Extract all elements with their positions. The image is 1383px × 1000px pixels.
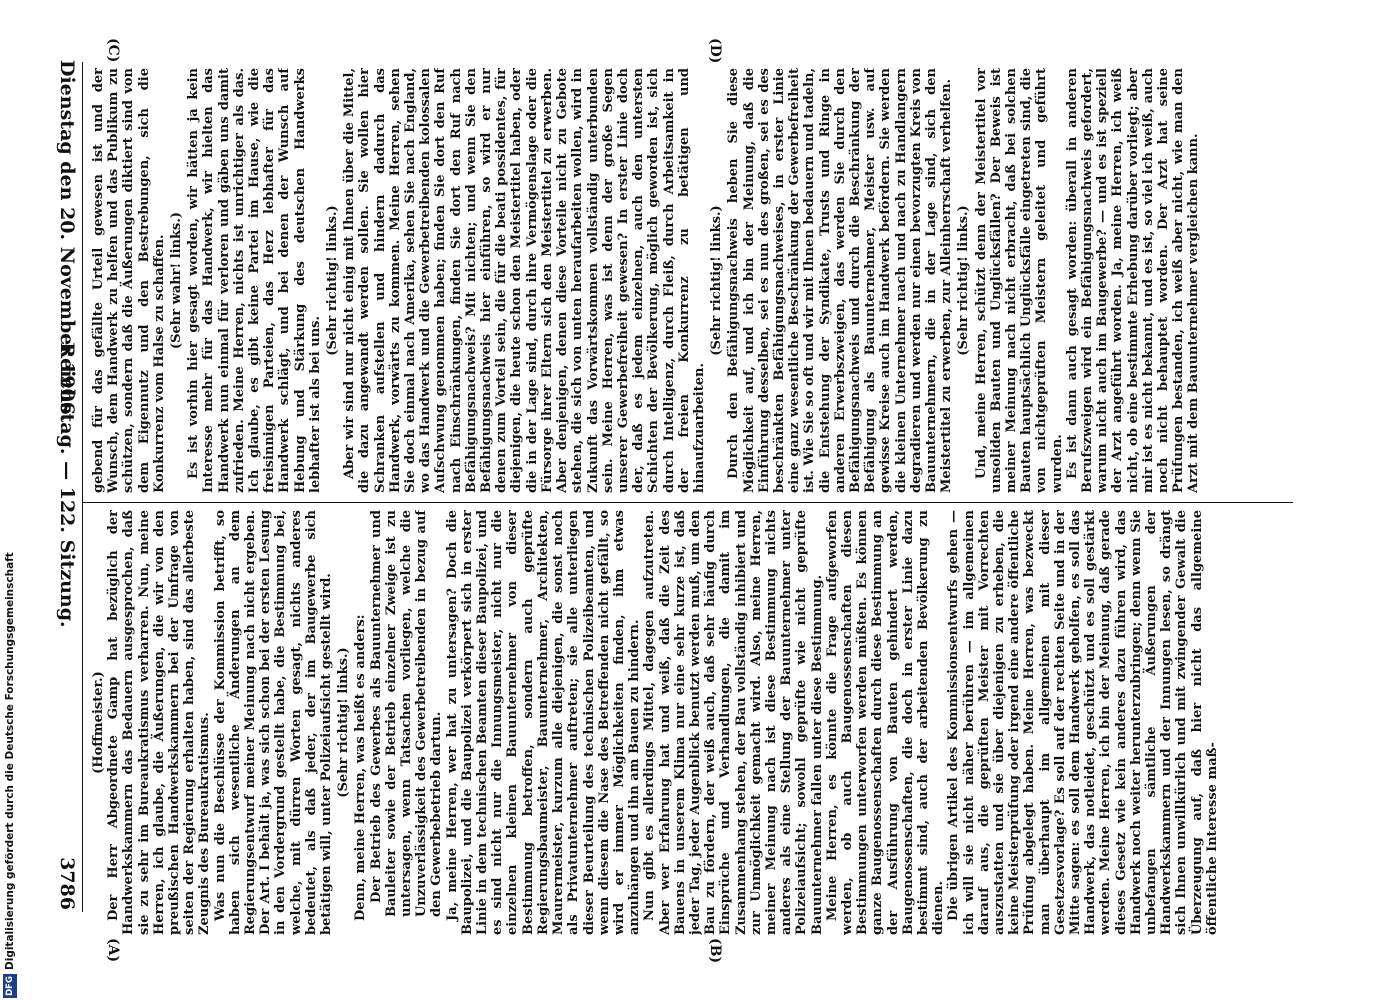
paragraph: Was nun die Beschlüsse der Kommission betrifft, so haben sich wesentliche Änderungen an dem Regierungsentwurf meiner Meinung nach nicht ergeben. Der Art. I behält ja, was sich schon bei der ersten Lesung in den Vordergrund gestellt habe, die Bestimmung bei, welche, mit dürren Worten gesagt, nichts anderes bedeutet, als daß jeder, der im Baugewerbe sich betätigen will, unter Polizeiaufsicht gestellt wird. [212,510,335,935]
paragraph: Der Herr Abgeordnete Gamp hat bezüglich der Handwerkskammern das Bedauern ausgesprochen, daß sie zu sehr im Bureaukratismus verharren. Nun, meine Herren, ich glaube, die Äußerungen, die wir von den preußischen Handwerkskammern bei der Umfrage von seiten der Regierung erhalten haben, sind das allerbeste Zeugnis des Bureaukratismus. [106,510,213,935]
paragraph: Denn, meine Herren, was heißt es anders: [353,614,369,921]
audience-reaction: (Sehr richtig! links.) [956,205,972,356]
quoted-passage: Der Betrieb des Gewerbes als Bauunternehmer und Bauleiter sowie der Betrieb einzelner Zweige ist zu untersagen, wenn Tatsachen vorliegen, welche die Unzuverlässigkeit des Gewerbetreibenden in bezug auf den Gewerbebetrieb dartun. [368,510,445,917]
audience-reaction: (Sehr richtig! links.) [325,205,341,356]
paragraph: gebend für das gefällte Urteil gewesen ist und der Wunsch, dem Handwerk zu helfen und das Publikum zu schützen, sondern daß die Äußerungen diktiert sind von dem Eigennutz und den Bestrebungen, sich die Konkurrenz vom Halse zu schaffen. [91,68,167,493]
audience-reaction: (Sehr richtig! links.) [336,647,352,798]
audience-reaction: (Sehr wahr! links.) [169,211,185,350]
paragraph: Es ist vorhin hier gesagt worden, wir hätten ja kein Interesse mehr für das Handwerk, wir hielten das Handwerk nun einmal für verloren und gäben uns damit zufrieden. Meine Herren, nichts ist unrichtiger als das. Ich glaube, es gibt keine Partei im Hause, wie die freisinnigen Parteien, das Herz lebhafter für das Handwerk schlägt, und bei denen der Wunsch auf Hebung und Stärkung des deutschen Handwerks lebhafter ist als bei uns. [186,68,323,493]
speaker-name: (Hoffmeister.) [91,671,106,774]
paragraph: Und, meine Herren, schützt denn der Meistertitel vor unsoliden Bauten und Unglücksfällen? Der Beweis ist meiner Meinung nach nicht erbracht, daß bei solchen Bauten hauptsächlich Unglücksfälle eingetreten sind, die von nichtgeprüften Meistern geleitet und geführt wurden. [973,68,1065,493]
column-divider [83,502,1293,503]
paragraph: Die übrigen Artikel des Kommissionsentwurfs gehen — ich will sie nicht näher berühren — im allgemeinen darauf aus, die geprüften Meister mit Vorrechten auszustatten und sie über diejenigen zu erheben, die keine Meisterprüfung oder irgend eine andere öffentliche Prüfung abgelegt haben. Meine Herren, was bezweckt man überhaupt im allgemeinen mit dieser Gesetzesvorlage? Es soll auf der rechten Seite und in der Mitte sagen: es soll dem Handwerk geholfen, es soll das Handwerk, das notleidet, geschützt und es soll gestärkt werden. Meine Herren, ich bin der Meinung, daß gerade dieses Gesetz wie kein anderes dazu führen wird, das Handwerk noch weiter herunterzubringen; denn wenn Sie unbefangen sämtliche Äußerungen der Handwerkskammern und der Innungen lesen, so drängt sich Ihnen unwillkürlich und mit zwingender Gewalt die Überzeugung auf, daß hier nicht das allgemeine öffentliche Interesse maß- [946,510,1220,935]
paragraph: Durch den Befähigungsnachweis heben Sie diese Möglichkeit auf, und ich bin der Meinung, daß die Einführung desselben, sei es nun des großen, sei es des beschränkten Befähigungsnachweises, in erster Linie eine ganz wesentliche Beschränkung der Gewerbefreiheit ist. Wie Sie so oft und wir mit Ihnen bedauern und tadeln, die Entstehung der Syndikate, Trusts und Ringe in anderen Erwerbszweigen, das werden Sie durch den Befähigungsnachweis und durch die Beschränkung der Befähigung als Bauunternehmer, Meister usw. auf gewisse Kreise auch im Handwerk befördern. Sie werden die kleinen Unternehmer nach und nach zu Handlangern degradieren und werden nur einen bevorzugten Kreis von Bauunternehmern, die in der Lage sind, sich den Meistertitel zu erwerben, zur Alleinherrschaft verhelfen. [726,68,955,493]
paragraph: Meine Herren, es könnte die Frage aufgeworfen werden, ob auch Baugenossenschaften diesen Bestimmungen unterworfen werden müßten. Es können ganze Baugenossenschaften durch diese Bestimmung an der Ausführung von Bauten gehindert werden, Baugenossenschaften, die doch in erster Linie dazu bestimmt sind, auch der arbeitenden Bevölkerung zu dienen. [824,510,947,935]
audience-reaction: (Sehr richtig! links.) [709,205,725,356]
text-column-left [91,510,1291,935]
paragraph: Nun gibt es allerdings Mittel, dagegen aufzutreten. Aber wer Erfahrung hat und weiß, daß die Zeit des Bauens in unserem Klima nur eine sehr kurze ist, daß jeder Tag, jeder Augenblick benutzt werden muß, um den Bau zu fördern, der weiß auch, daß sehr häufig durch Einsprüche und Verhandlungen, die damit im Zusammenhang stehen, der Bau vollständig inhibiert und zur Unmöglichkeit gemacht wird. Also, meine Herren, meiner Meinung nach ist diese Bestimmung nichts anderes als eine Stellung der Bauunternehmer unter Polizeiaufsicht; sowohl geprüfte wie nicht geprüfte Bauunternehmer fallen unter diese Bestimmung. [642,510,825,935]
text-column-right [91,68,1291,493]
digitization-note: Digitalisierung gefördert durch die Deutsche Forschungsgemeinschaft [4,552,16,970]
paragraph: Aber wir sind nur nicht einig mit Ihnen über die Mittel, die dazu angewandt werden sollen. Sie wollen hier Schranken aufstellen und hindern dadurch das Handwerk, vorwärts zu kommen. Meine Herren, sehen Sie doch einmal nach Amerika, sehen Sie nach England, wo das Handwerk und die Gewerbetreibenden kolossalen Aufschwung genommen haben; finden Sie dort den Ruf nach Einschränkungen, finden Sie dort den Ruf nach Befähigungsnachweis? Mit nichten; und wenn Sie den Befähigungsnachweis hier einführen, so wird er nur denen zum Vorteil sein, die für die beati possidentes, für diejenigen, die heute schon den Meistertitel haben, oder die in der Lage sind, durch ihre Vermögenslage oder die Fürsorge ihrer Eltern sich den Meistertitel zu erwerben. Aber denjenigen, denen diese Vorteile nicht zu Gebote stehen, die sich von unten heraufarbeiten wollen, wird in Zukunft das Vorwärtskommen vollständig unterbunden sein. Meine Herren, was ist denn der große Segen unserer Gewerbefreiheit gewesen? In erster Linie doch der, daß es jedem einzelnen, auch den untersten Schichten der Bevölkerung, möglich geworden ist, sich durch Intelligenz, durch Fleiß, durch Arbeitsamkeit in der freien Konkurrenz zu betätigen und hinaufzuarbeiten. [342,68,707,493]
margin-marker-d: (D) [707,38,723,64]
page-header [56,60,78,910]
paragraph: Ja, meine Herren, wer hat zu untersagen? Doch die Baupolizei, und die Baupolizei verkörpert sich in erster Linie in dem technischen Beamten dieser Baupolizei, und es sind nicht nur die Innungsmeister, nicht nur die einzelnen kleinen Bauunternehmer von dieser Bestimmung betroffen, sondern auch geprüfte Regierungsbaumeister, Bauunternehmer, Architekten, Maurermeister, kurzum alle diejenigen, die sonst noch als Privatunternehmer auftreten; sie alle unterliegen dieser Beurteilung des technischen Polizeibeamten, und wenn diesem die Nase des Betreffenden nicht gefällt, so wird er immer Möglichkeiten finden, ihm etwas anzuhängen und ihn am Bauen zu hindern. [444,510,643,935]
header-date: Dienstag den 20. November 1906. [56,60,78,422]
page-number: 3786 [56,857,78,910]
digitization-footer [0,0,22,1000]
header-rule [82,62,83,912]
paragraph: Es ist dann auch gesagt worden: überall in anderen Berufszweigen wird ein Befähigungsnachweis gefordert, warum nicht auch im Baugewerbe? — und es ist speziell der Arzt angeführt worden. Ja, meine Herren, ich weiß nicht, ob eine bestimmte Erhebung darüber vorliegt; aber mir ist es nicht bekannt, und es ist, so viel ich weiß, auch noch nicht behauptet worden. Der Arzt hat seine Prüfungen bestanden, ich weiß aber nicht, wie man den Arzt mit dem Bauunternehmer vergleichen kann. [1064,68,1202,493]
margin-marker-c: (C) [105,38,121,63]
dfg-logo: DFG [3,974,17,998]
margin-marker-b: (B) [707,938,723,964]
header-title: Reichstag. — 122. Sitzung. [56,342,78,628]
margin-marker-a: (A) [105,938,121,963]
